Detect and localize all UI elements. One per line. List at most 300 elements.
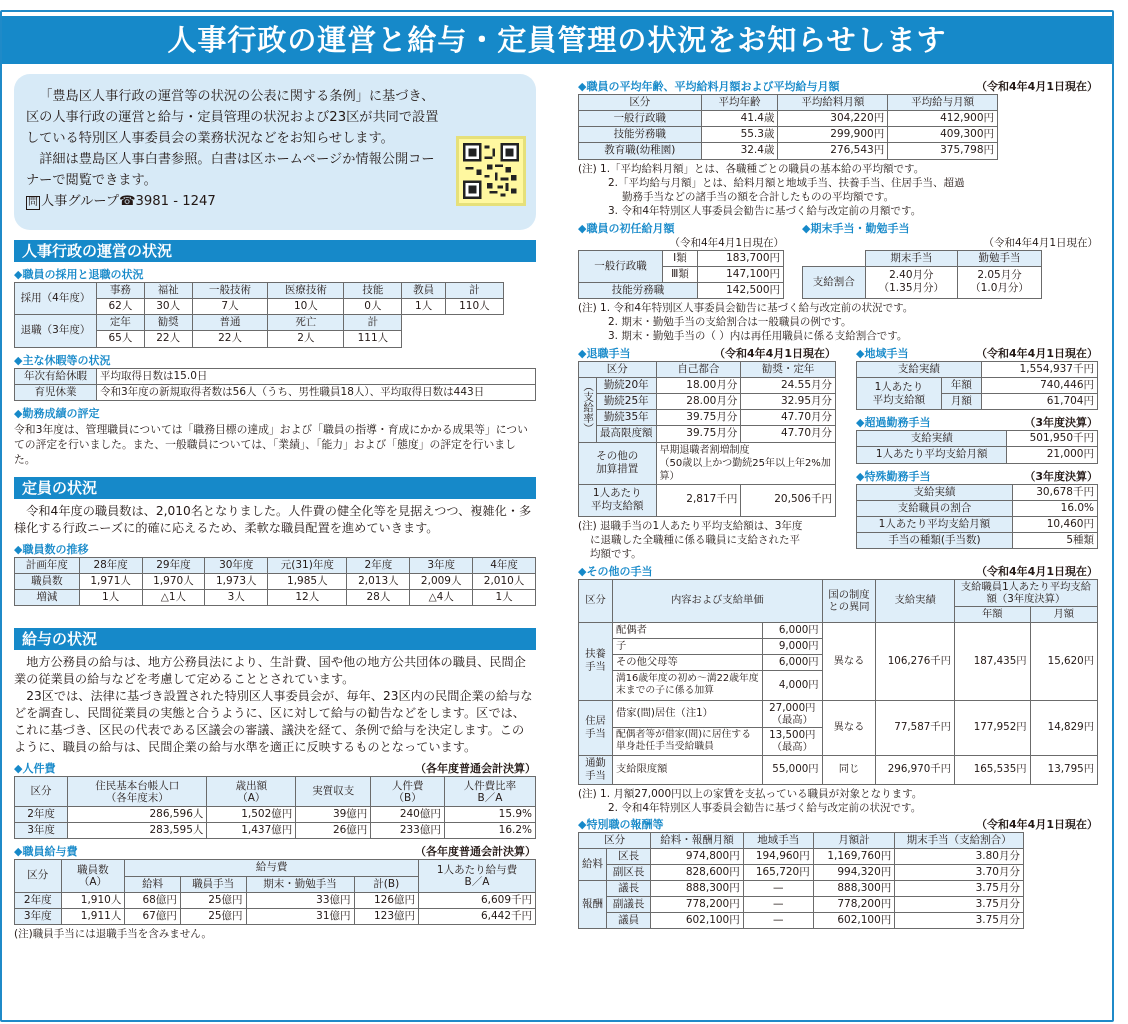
labor-cost-table [14, 776, 536, 839]
sp-r3-0: 手当の種類(手当数) [857, 532, 1013, 548]
trend-h-6: 3年度 [410, 557, 473, 573]
leave-row-1-label: 育児休業 [15, 384, 97, 400]
trend-r0-4: 1,985人 [268, 573, 347, 589]
hire-heading: ◆職員の採用と退職の状況 [14, 268, 144, 281]
avg-h-3: 平均給与月額 [888, 95, 998, 111]
ret-h-1: 自己都合 [656, 361, 741, 377]
ret-val-4: 111人 [344, 331, 402, 347]
bonus-date: （令和4年4月1日現在） [983, 236, 1098, 249]
labor-r1-5: 16.2% [444, 823, 535, 839]
avg-r0-0: 一般行政職 [579, 111, 702, 127]
exec-r4-1: 602,100円 [651, 913, 744, 929]
oth-h-content: 内容および支給単価 [613, 579, 823, 622]
tsukin-month: 13,795円 [1030, 755, 1097, 784]
exec-r0-1: 974,800円 [651, 848, 744, 864]
first-r2: 技能労務職 [579, 282, 698, 298]
avg-date: （令和4年4月1日現在） [976, 80, 1098, 93]
staff-text: 令和4年度の職員数は、2,010名となりました。人件費の健全化等を見据えつつ、複雑化・多様化する行政ニーズに的確に応えるため、柔軟な職員配置を進めていきます。 [14, 503, 532, 535]
ret-r3-2: 47.70月分 [741, 426, 836, 442]
avg-r0-1: 41.4歳 [701, 111, 778, 127]
exec-h-2: 地域手当 [743, 832, 813, 848]
pay-r0-1: 1,910人 [61, 892, 125, 908]
sp-r1-0: 支給職員の割合 [857, 500, 1013, 516]
first-date: （令和4年4月1日現在） [669, 236, 784, 249]
pay-r1-5: 123億円 [354, 908, 418, 924]
hire-val-1: 30人 [144, 299, 192, 315]
fuyou-price-3: 4,000円 [763, 670, 823, 700]
ret-avg-v2: 20,506千円 [741, 484, 836, 516]
trend-h-3: 30年度 [205, 557, 268, 573]
avg-r0-3: 412,900円 [888, 111, 998, 127]
hire-col-1: 福祉 [144, 283, 192, 299]
exec-r2-3: 888,300円 [813, 880, 895, 896]
intro-box [14, 74, 536, 230]
exec-r2-2: — [743, 880, 813, 896]
exec-h-4: 期末手当（支給割合） [895, 832, 1024, 848]
sp-r2-1: 10,460円 [1012, 516, 1097, 532]
pay-r0-6: 6,609千円 [419, 892, 536, 908]
ret-col-0: 定年 [97, 315, 145, 331]
exec-r1-4: 3.70月分 [895, 864, 1024, 880]
area-heading: ◆地域手当 [856, 346, 909, 360]
fuyou-month: 15,620円 [1030, 622, 1097, 700]
retire-note-0: (注) 退職手当の1人あたり平均支給額は、3年度 [578, 519, 803, 532]
pay-note: （各年度普通会計決算） [415, 845, 536, 859]
bonus-cell-1 [865, 266, 957, 298]
pay-r1-6: 6,442千円 [419, 908, 536, 924]
exec-heading-row [578, 818, 1098, 832]
avg-h-0: 区分 [579, 95, 702, 111]
jukyo-actual: 77,587千円 [876, 700, 954, 755]
hire-col-5: 教員 [402, 283, 445, 299]
special-table [856, 484, 1098, 550]
pay-r0-2: 68億円 [125, 892, 181, 908]
bonus-table [802, 250, 1042, 299]
first-heading: ◆職員の初任給月額 [578, 221, 675, 235]
first-salary-block [578, 222, 784, 299]
hire-val-0: 62人 [97, 299, 145, 315]
pay-sub-1: 職員手当 [180, 876, 246, 892]
exec-r2-1: 888,300円 [651, 880, 744, 896]
section-bar-salary: 給与の状況 [14, 628, 536, 650]
area-table [856, 361, 1098, 410]
ret-val-2: 22人 [192, 331, 268, 347]
labor-r0-0: 2年度 [15, 807, 68, 823]
hire-val-2: 7人 [192, 299, 268, 315]
labor-r0-5: 15.9% [444, 807, 535, 823]
retire-side-label: （支給率） [582, 381, 595, 434]
trend-h-5: 2年度 [347, 557, 410, 573]
special-heading-row [856, 470, 1098, 484]
pay-h-kubun: 区分 [15, 860, 62, 892]
retire-notes [578, 519, 836, 561]
exec-r0-4: 3.80月分 [895, 848, 1024, 864]
fuyou-year: 187,435円 [954, 622, 1030, 700]
pay-sub-2: 期末・勤勉手当 [246, 876, 354, 892]
fuyou-price-0: 6,000円 [763, 622, 823, 638]
exec-r3-0: 副議長 [607, 897, 651, 913]
retire-note-2: 均額です。 [590, 547, 642, 560]
area-date: （令和4年4月1日現在） [976, 346, 1098, 360]
retire-heading-row [578, 347, 836, 361]
overtime-heading: ◆超過勤務手当 [856, 416, 931, 430]
pay-footnote: (注)職員手当には退職手当を含みません。 [14, 927, 212, 940]
bonus-v1b: （1.35月分） [878, 282, 945, 295]
retire-date: （令和4年4月1日現在） [714, 346, 836, 360]
labor-h-4: 人件費 （B） [371, 777, 445, 807]
exec-h-3: 月額計 [813, 832, 895, 848]
avg-note-1: 2.「平均給与月額」とは、給料月額と地域手当、扶養手当、住居手当、超過 [608, 176, 965, 189]
ret-avg-label: 1人あたり 平均支給額 [579, 484, 657, 516]
exec-h-0: 区分 [579, 832, 651, 848]
tsukin-label: 通勤 手当 [579, 755, 613, 784]
labor-r0-1: 286,596人 [68, 807, 207, 823]
labor-h-2: 歳出額 （A） [207, 777, 296, 807]
trend-h-4: 元(31)年度 [268, 557, 347, 573]
sp-r2-0: 1人あたり平均支給月額 [857, 516, 1013, 532]
fuyou-nat: 異なる [822, 622, 876, 700]
fuyou-price-2: 6,000円 [763, 654, 823, 670]
ret-avg-v1: 2,817千円 [656, 484, 741, 516]
ret-r0-0: 勤続20年 [597, 378, 657, 394]
first-salary-table [578, 250, 784, 299]
pay-r0-0: 2年度 [15, 892, 62, 908]
jukyo-price-0: 27,000円 （最高） [763, 700, 823, 727]
fuyou-actual: 106,276千円 [876, 622, 954, 700]
labor-r1-1: 283,595人 [68, 823, 207, 839]
oth-h-nat: 国の制度 との異同 [822, 579, 876, 622]
trend-r0-3: 1,973人 [205, 573, 268, 589]
jukyo-year: 177,952円 [954, 700, 1030, 755]
trend-r1-4: 12人 [268, 590, 347, 606]
ret-r2-1: 39.75月分 [656, 410, 741, 426]
trend-h-2: 29年度 [142, 557, 205, 573]
bonus-v1: 2.40月分 [889, 269, 934, 281]
overtime-table [856, 430, 1098, 463]
exec-r4-4: 3.75月分 [895, 913, 1024, 929]
avg-r2-1: 32.4歳 [701, 143, 778, 159]
trend-h-7: 4年度 [473, 557, 536, 573]
left-column [14, 74, 536, 941]
trend-r0-0: 職員数 [15, 573, 80, 589]
trend-r0-6: 2,009人 [410, 573, 473, 589]
trend-heading: ◆職員数の推移 [14, 542, 89, 556]
leave-row-0-value: 平均取得日数は15.0日 [97, 368, 536, 384]
ot-r1-1: 21,000円 [1007, 447, 1098, 463]
oth-h-kubun: 区分 [579, 579, 613, 622]
avg-salary-table [578, 94, 998, 160]
sp-r3-1: 5種類 [1012, 532, 1097, 548]
leave-table [14, 368, 536, 401]
area-v3: 61,704円 [981, 394, 1097, 410]
bonus-v2: 2.05月分 [977, 269, 1022, 281]
bonus-h2: 勤勉手当 [958, 250, 1042, 266]
sp-r1-1: 16.0% [1012, 500, 1097, 516]
ret-val-1: 22人 [144, 331, 192, 347]
first-g2: Ⅲ類 [663, 266, 698, 282]
ret-col-4: 計 [344, 315, 402, 331]
other-heading: ◆その他の手当 [578, 564, 653, 578]
pay-r0-5: 126億円 [354, 892, 418, 908]
labor-h-3: 実質収支 [296, 777, 371, 807]
overtime-heading-row [856, 416, 1098, 430]
first-bonus-notes [578, 301, 1098, 343]
retire-side [579, 378, 597, 443]
ret-r1-1: 28.00月分 [656, 394, 741, 410]
labor-r1-2: 1,437億円 [207, 823, 296, 839]
jukyo-label: 住居 手当 [579, 700, 613, 755]
jukyo-nat: 異なる [822, 700, 876, 755]
oth-h-avg: 支給職員1人あたり平均支給額（3年度決算） [954, 579, 1097, 606]
hire-col-0: 事務 [97, 283, 145, 299]
trend-r1-0: 増減 [15, 590, 80, 606]
pay-r1-0: 3年度 [15, 908, 62, 924]
intro-paragraph-2: 詳細は豊島区人事白書参照。白書は区ホームページか情報公開コーナーで閲覧できます。 [26, 152, 435, 188]
area-heading-row [856, 347, 1098, 361]
avg-h-2: 平均給料月額 [778, 95, 888, 111]
jukyo-month: 14,829円 [1030, 700, 1097, 755]
leave-heading: ◆主な休暇等の状況 [14, 353, 111, 367]
ret-r3-0: 最高限度額 [597, 426, 657, 442]
other-heading-row [578, 565, 1098, 579]
other-note-0: (注) 1. 月額27,000円以上の家賃を支払っている職員が対象となります。 [578, 787, 923, 800]
leave-row-1-value: 令和3年度の新規取得者数は56人（うち、男性職員18人）、平均取得日数は443日 [97, 384, 536, 400]
ret-r0-2: 24.55月分 [741, 378, 836, 394]
eval-text: 令和3年度は、管理職員については「職務目標の達成」および「職員の指導・育成にかかる成果等」についての評定を行いました。また、一般職員については、「業績」、「能力」および「態度」の評定を行いました。 [14, 422, 528, 466]
fuyou-item-2: その他父母等 [613, 654, 763, 670]
hire-val-6: 110人 [445, 299, 503, 315]
ret-h-2: 勧奨・定年 [741, 361, 836, 377]
contact-text: 人事グループ☎3981 - 1247 [41, 194, 216, 209]
ret-col-1: 勧奨 [144, 315, 192, 331]
ret-col-3: 死亡 [268, 315, 344, 331]
trend-h-1: 28年度 [79, 557, 142, 573]
pay-sub-3: 計(B) [354, 876, 418, 892]
labor-r0-3: 39億円 [296, 807, 371, 823]
exec-r1-3: 994,320円 [813, 864, 895, 880]
notes2-0: (注) 1. 令和4年特別区人事委員会勧告に基づく給与改定前の状況です。 [578, 301, 914, 314]
other-notes [578, 787, 1098, 815]
pay-r0-3: 25億円 [180, 892, 246, 908]
jukyo-price-1: 13,500円 （最高） [763, 727, 823, 755]
labor-r1-3: 26億円 [296, 823, 371, 839]
hire-val-3: 10人 [268, 299, 344, 315]
ret-r1-0: 勤続25年 [597, 394, 657, 410]
labor-note: （各年度普通会計決算） [415, 762, 536, 776]
exec-r1-2: 165,720円 [743, 864, 813, 880]
avg-note-0: (注) 1.「平均給料月額」とは、各職種ごとの職員の基本給の平均額です。 [578, 162, 925, 175]
special-heading: ◆特殊勤務手当 [856, 469, 931, 483]
trend-r1-1: 1人 [79, 590, 142, 606]
bonus-heading: ◆期末手当・勤勉手当 [802, 221, 910, 235]
tsukin-nat: 同じ [822, 755, 876, 784]
page-title: 人事行政の運営と給与・定員管理の状況をお知らせします [2, 16, 1112, 64]
fuyou-label: 扶養 手当 [579, 622, 613, 700]
fuyou-item-3: 満16歳年度の初め～満22歳年度末までの子に係る加算 [613, 670, 763, 700]
hire-val-4: 0人 [344, 299, 402, 315]
pay-r1-2: 67億円 [125, 908, 181, 924]
exec-r0-2: 194,960円 [743, 848, 813, 864]
ot-r0-0: 支給実績 [857, 431, 1007, 447]
sp-r0-0: 支給実績 [857, 484, 1013, 500]
pay-heading: ◆職員給与費 [14, 845, 78, 859]
ret-val-3: 2人 [268, 331, 344, 347]
first-v2: 147,100円 [697, 266, 783, 282]
tsukin-year: 165,535円 [954, 755, 1030, 784]
avg-r2-2: 276,543円 [778, 143, 888, 159]
ret-h-0: 区分 [579, 361, 657, 377]
labor-h-1: 住民基本台帳人口 （各年度末） [68, 777, 207, 807]
avg-r1-0: 技能労務職 [579, 127, 702, 143]
area-v2: 740,446円 [981, 378, 1097, 394]
staff-trend-table [14, 557, 536, 606]
ret-extra-label: その他の 加算措置 [579, 442, 657, 484]
first-bonus-row [578, 222, 1098, 299]
labor-r1-0: 3年度 [15, 823, 68, 839]
hire-label: 採用（4年度） [15, 283, 97, 315]
labor-r1-4: 233億円 [371, 823, 445, 839]
avg-heading-row [578, 80, 1098, 94]
exec-r3-3: 778,200円 [813, 897, 895, 913]
oth-h-actual: 支給実績 [876, 579, 954, 622]
avg-r1-2: 299,900円 [778, 127, 888, 143]
retire-note-1: に退職した全職種に係る職員に支給された平 [590, 533, 800, 546]
ot-r1-0: 1人あたり平均支給月額 [857, 447, 1007, 463]
area-r1: 支給実績 [857, 361, 982, 377]
section-bar-staff: 定員の状況 [14, 477, 536, 499]
exec-r1-1: 828,600円 [651, 864, 744, 880]
trend-h-0: 計画年度 [15, 557, 80, 573]
leave-row-0-label: 年次有給休暇 [15, 368, 97, 384]
ret-col-2: 普通 [192, 315, 268, 331]
eval-heading: ◆勤務成績の評定 [14, 406, 100, 420]
intro-paragraph-1: 「豊島区人事行政の運営等の状況の公表に関する条例」に基づき、区の人事行政の運営と給与・定員管理の状況および23区が共同で設置している特別区人事委員会の業務状況などをお知らせします。 [26, 89, 439, 146]
pay-heading-row [14, 845, 536, 859]
sp-r0-1: 30,678千円 [1012, 484, 1097, 500]
avg-r1-3: 409,300円 [888, 127, 998, 143]
labor-h-5: 人件費比率 B／A [444, 777, 535, 807]
ret-r2-0: 勤続35年 [597, 410, 657, 426]
avg-note-3: 3. 令和4年特別区人事委員会勧告に基づく給与改定前の月額です。 [608, 204, 922, 217]
avg-heading: ◆職員の平均年齢、平均給料月額および平均給与月額 [578, 80, 840, 93]
bonus-label: 支給割合 [803, 266, 866, 298]
bonus-cell-2 [958, 266, 1042, 298]
avg-r1-1: 55.3歳 [701, 127, 778, 143]
avg-note-2: 勤務手当などの諸手当の額を合計したものの平均額です。 [622, 190, 895, 203]
retire-table [578, 361, 836, 517]
hire-retire-table [14, 282, 504, 348]
exec-r4-0: 議員 [607, 913, 651, 929]
pay-r0-4: 33億円 [246, 892, 354, 908]
other-allowance-table [578, 579, 1098, 785]
salary-p2: 23区では、法律に基づき設置された特別区人事委員会が、毎年、23区内の民間企業の給与などを調査し、民間従業員の実態と合うように、区に対して給与の勧告などをします。区では、これに基づき、区民の代表である区議会の審議、議決を経て、条例で給与を決定します。このように、職員の給与は、民間企業の給与水準を適正に反映するものとなっています。 [14, 689, 533, 755]
fuyou-price-1: 9,000円 [763, 638, 823, 654]
ret-r3-1: 39.75月分 [656, 426, 741, 442]
ret-r2-2: 47.70月分 [741, 410, 836, 426]
retire-area-row [578, 347, 1098, 561]
labor-h-0: 区分 [15, 777, 68, 807]
pay-table [14, 859, 536, 925]
trend-r1-2: △1人 [142, 590, 205, 606]
pay-r1-4: 31億円 [246, 908, 354, 924]
exec-date: （令和4年4月1日現在） [976, 817, 1098, 831]
qr-code-icon[interactable] [456, 136, 526, 206]
area-v1: 1,554,937千円 [981, 361, 1097, 377]
pay-h-pay: 給与費 [125, 860, 419, 876]
area-block [856, 347, 1098, 561]
exec-r3-4: 3.75月分 [895, 897, 1024, 913]
exec-r0-0: 区長 [607, 848, 651, 864]
retire-block [578, 347, 836, 561]
trend-r0-2: 1,970人 [142, 573, 205, 589]
exec-r4-2: — [743, 913, 813, 929]
ret-val-0: 65人 [97, 331, 145, 347]
trend-r1-5: 28人 [347, 590, 410, 606]
exec-r3-1: 778,200円 [651, 897, 744, 913]
hire-col-4: 技能 [344, 283, 402, 299]
pay-h-per: 1人あたり給与費 B／A [419, 860, 536, 892]
special-date: （3年度決算） [1024, 469, 1098, 483]
oth-h-month: 月額 [1030, 606, 1097, 622]
ret-r0-1: 18.00月分 [656, 378, 741, 394]
notes2-2: 3. 期末・勤勉手当の（ ）内は再任用職員に係る支給割合です。 [608, 329, 908, 342]
bonus-v2b: （1.0月分） [970, 282, 1029, 295]
trend-r1-7: 1人 [473, 590, 536, 606]
hire-col-2: 一般技術 [192, 283, 268, 299]
hire-col-6: 計 [445, 283, 503, 299]
exec-r0-3: 1,169,760円 [813, 848, 895, 864]
tsukin-actual: 296,970千円 [876, 755, 954, 784]
trend-r1-3: 3人 [205, 590, 268, 606]
oth-h-year: 年額 [954, 606, 1030, 622]
exec-h-1: 給料・報酬月額 [651, 832, 744, 848]
exec-r2-4: 3.75月分 [895, 880, 1024, 896]
salary-p1: 地方公務員の給与は、地方公務員法により、生計費、国や他の地方公共団体の職員、民間企業の従業員の給与などを考慮して定めることとされています。 [14, 655, 526, 687]
ret-extra: 早期退職者割増制度 （50歳以上かつ勤続25年以上年2%加算） [656, 442, 836, 484]
exec-r4-3: 602,100円 [813, 913, 895, 929]
jukyo-item-1: 配偶者等が借家(間)に居住する単身赴任手当受給職員 [613, 727, 763, 755]
fuyou-item-0: 配偶者 [613, 622, 763, 638]
labor-r0-4: 240億円 [371, 807, 445, 823]
other-note-1: 2. 令和4年特別区人事委員会勧告に基づく給与改定前の状況です。 [608, 801, 922, 814]
right-column [578, 80, 1098, 929]
first-v1: 183,700円 [697, 250, 783, 266]
first-v3: 142,500円 [697, 282, 783, 298]
notes2-1: 2. 期末・勤勉手当の支給割合は一般職員の例です。 [608, 315, 852, 328]
bonus-block [802, 222, 1098, 299]
trend-r0-1: 1,971人 [79, 573, 142, 589]
ret-r1-2: 32.95月分 [741, 394, 836, 410]
exec-g2: 報酬 [579, 880, 607, 928]
exec-heading: ◆特別職の報酬等 [578, 817, 664, 831]
labor-heading: ◆人件費 [14, 762, 56, 776]
avg-r0-2: 304,220円 [778, 111, 888, 127]
avg-h-1: 平均年齢 [701, 95, 778, 111]
trend-r1-6: △4人 [410, 590, 473, 606]
other-date: （令和4年4月1日現在） [976, 564, 1098, 578]
hire-col-3: 医療技術 [268, 283, 344, 299]
tsukin-price: 55,000円 [763, 755, 823, 784]
ot-r0-1: 501,950千円 [1007, 431, 1098, 447]
fuyou-item-1: 子 [613, 638, 763, 654]
exec-r1-0: 副区長 [607, 864, 651, 880]
pay-sub-0: 給料 [125, 876, 181, 892]
pay-h-count: 職員数 （A） [61, 860, 125, 892]
overtime-date: （3年度決算） [1024, 416, 1098, 430]
tsukin-item: 支給限度額 [613, 755, 763, 784]
trend-r0-5: 2,013人 [347, 573, 410, 589]
exec-table [578, 832, 1024, 930]
